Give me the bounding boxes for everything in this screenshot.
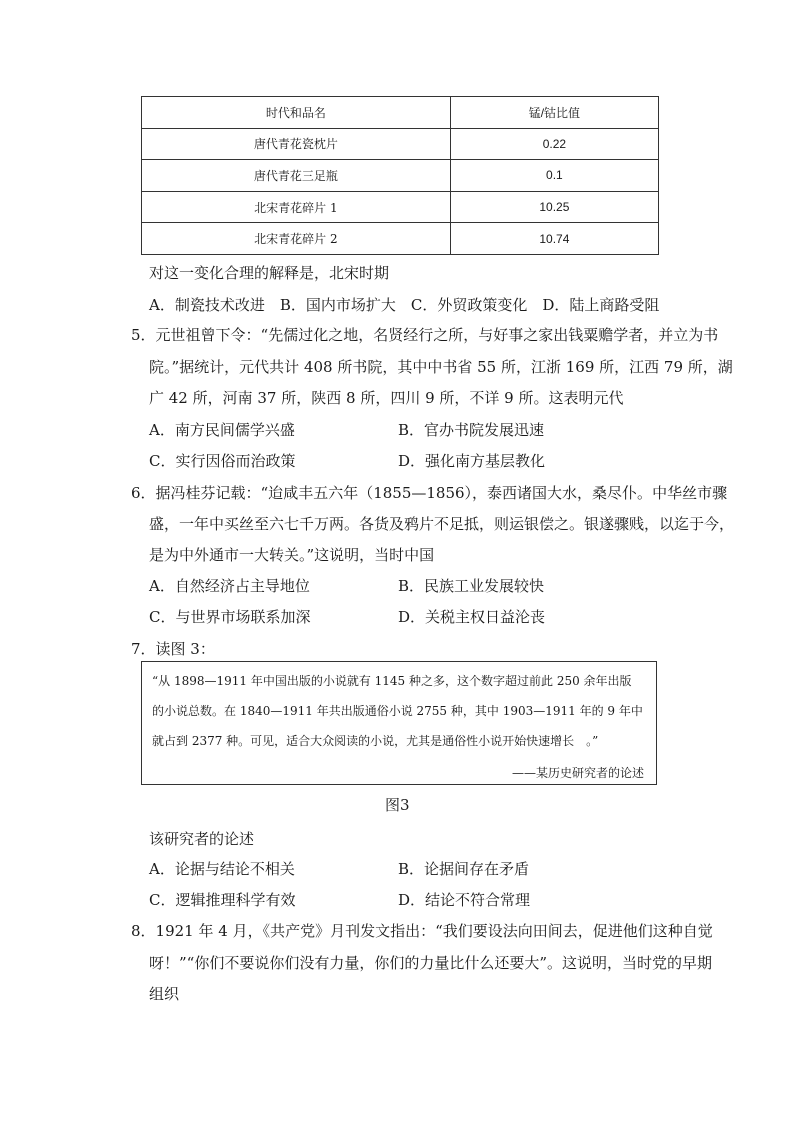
figure-3-quote-box bbox=[141, 661, 657, 785]
q7-option-a: A．论据与结论不相关 bbox=[149, 860, 295, 878]
q6-option-c: C．与世界市场联系加深 bbox=[149, 608, 311, 626]
figure-caption: 图3 bbox=[385, 796, 410, 814]
q7-option-c: C．逻辑推理科学有效 bbox=[149, 891, 296, 909]
q5-option-b: B．官办书院发展迅速 bbox=[398, 421, 545, 439]
q4-options: A．制瓷技术改进 B．国内市场扩大 C．外贸政策变化 D．陆上商路受阻 bbox=[149, 296, 660, 314]
table-cell-name: 北宋青花碎片 1 bbox=[142, 191, 451, 223]
table-cell-value: 10.25 bbox=[450, 191, 658, 223]
mn-co-ratio-table bbox=[141, 96, 659, 255]
q6-option-b: B．民族工业发展较快 bbox=[398, 577, 545, 595]
table-cell-value: 0.1 bbox=[450, 160, 658, 192]
table-cell-name: 唐代青花三足瓶 bbox=[142, 160, 451, 192]
q4-stem: 对这一变化合理的解释是，北宋时期 bbox=[149, 264, 390, 282]
q6-line-3: 是为中外通市一大转关。”这说明，当时中国 bbox=[149, 546, 435, 564]
q6-line-2: 盛，一年中买丝至六七千万两。各货及鸦片不足抵，则运银偿之。银遂骤贱，以迄于今， bbox=[149, 515, 735, 533]
table-header-cell: 时代和品名 bbox=[142, 97, 451, 129]
q7-stem: 该研究者的论述 bbox=[149, 830, 255, 848]
quote-line-2: 的小说总数。在 1840—1911 年共出版通俗小说 2755 种，其中 1903—1911 年的 9 年中 bbox=[152, 704, 643, 718]
table-row bbox=[142, 223, 659, 255]
q8-line-3: 组织 bbox=[149, 985, 180, 1003]
table-row bbox=[142, 160, 659, 192]
q5-option-d: D．强化南方基层教化 bbox=[398, 452, 546, 470]
table-cell-name: 北宋青花碎片 2 bbox=[142, 223, 451, 255]
q7-option-d: D．结论不符合常理 bbox=[398, 891, 531, 909]
q6-option-a: A．自然经济占主导地位 bbox=[149, 577, 310, 595]
quote-line-3: 就占到 2377 种。可见，适合大众阅读的小说，尤其是通俗性小说开始快速增长 。” bbox=[152, 734, 599, 748]
q5-option-a: A．南方民间儒学兴盛 bbox=[149, 421, 295, 439]
table-row bbox=[142, 128, 659, 160]
quote-line-1: “从 1898—1911 年中国出版的小说就有 1145 种之多，这个数字超过前此 250 余年出版 bbox=[152, 674, 632, 688]
q7-option-b: B．论据间存在矛盾 bbox=[398, 860, 530, 878]
table-header-row bbox=[142, 97, 659, 129]
quote-source: ——某历史研究者的论述 bbox=[511, 766, 644, 780]
table-cell-name: 唐代青花瓷枕片 bbox=[142, 128, 451, 160]
table-cell-value: 10.74 bbox=[450, 223, 658, 255]
q5-option-c: C．实行因俗而治政策 bbox=[149, 452, 296, 470]
table-cell-value: 0.22 bbox=[450, 128, 658, 160]
q8-line-1: 8．1921 年 4 月，《共产党》月刊发文指出：“我们要设法向田间去，促进他们这种自觉 bbox=[131, 922, 713, 940]
q5-line-1: 5．元世祖曾下令：“先儒过化之地，名贤经行之所，与好事之家出钱粟赡学者，并立为书 bbox=[131, 326, 719, 344]
table-row bbox=[142, 191, 659, 223]
q5-line-2: 院。”据统计，元代共计 408 所书院，其中中书省 55 所，江浙 169 所，江西 79 所，湖 bbox=[149, 358, 733, 376]
q8-line-2: 呀！”“你们不要说你们没有力量，你们的力量比什么还要大”。这说明，当时党的早期 bbox=[149, 954, 713, 972]
q6-option-d: D．关税主权日益沦丧 bbox=[398, 608, 546, 626]
q7-intro: 7．读图 3： bbox=[131, 640, 215, 658]
q5-line-3: 广 42 所，河南 37 所，陕西 8 所，四川 9 所，不详 9 所。这表明元代 bbox=[149, 389, 624, 407]
table-header-cell: 锰/钴比值 bbox=[450, 97, 658, 129]
q6-line-1: 6．据冯桂芬记载：“迨咸丰五六年（1855—1856），泰西诸国大水，桑尽仆。中华丝市骤 bbox=[131, 484, 728, 502]
